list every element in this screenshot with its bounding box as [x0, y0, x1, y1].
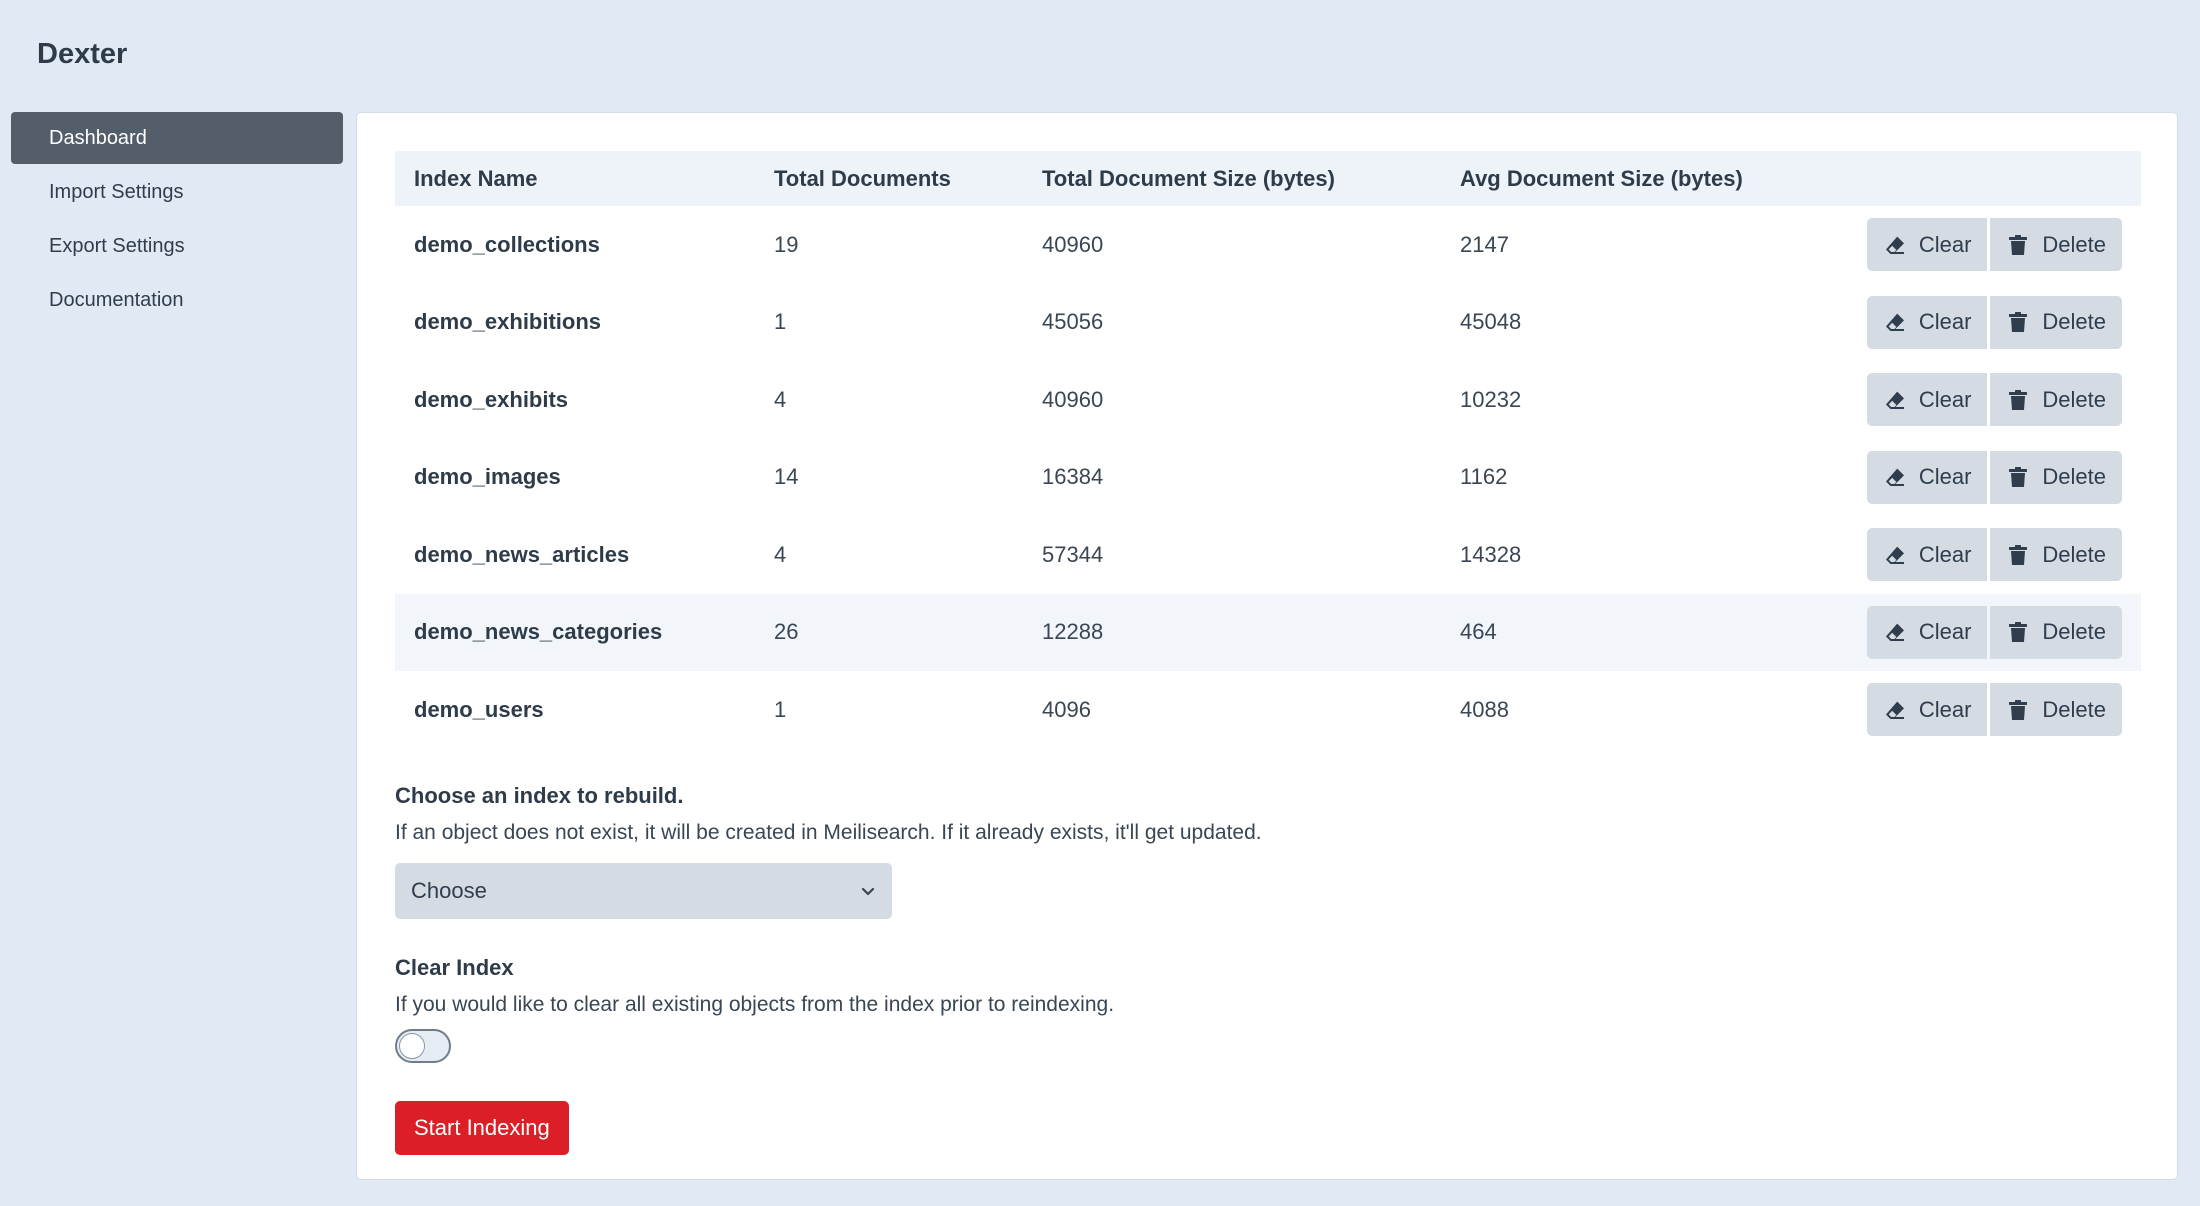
trash-icon — [2006, 465, 2030, 489]
cell-actions — [1841, 206, 2141, 284]
rebuild-label: Choose an index to rebuild. — [395, 783, 684, 808]
cell-avg-size: 464 — [1460, 619, 1497, 645]
clear-button[interactable] — [1867, 296, 1988, 349]
delete-button[interactable] — [1990, 683, 2122, 736]
delete-button[interactable] — [1990, 296, 2122, 349]
eraser-icon — [1883, 388, 1907, 412]
cell-avg-size: 2147 — [1460, 231, 1509, 257]
cell-total-size: 40960 — [1042, 231, 1104, 257]
cell-index-name: demo_news_categories — [414, 619, 663, 645]
clear-index-help-text: If you would like to clear all existing objects from the index prior to reindexing. — [395, 993, 1115, 1016]
table-row — [395, 594, 2141, 672]
cell-avg-size: 45048 — [1460, 309, 1522, 335]
table-row — [395, 284, 2141, 362]
table-header-row — [395, 151, 2141, 206]
cell-total-documents: 4 — [774, 386, 787, 412]
cell-index-name: demo_news_articles — [414, 541, 630, 567]
eraser-icon — [1883, 620, 1907, 644]
row-action-group — [1867, 218, 2122, 271]
table-row — [395, 439, 2141, 517]
clear-button[interactable] — [1867, 373, 1988, 426]
sidebar-item-label: Documentation — [49, 288, 184, 311]
column-header-avg-size: Avg Document Size (bytes) — [1460, 165, 1743, 191]
sidebar-item-label: Import Settings — [49, 180, 184, 203]
row-action-group — [1867, 373, 2122, 426]
table-row — [395, 671, 2141, 749]
trash-icon — [2006, 620, 2030, 644]
clear-button[interactable] — [1867, 528, 1988, 581]
cell-total-documents: 14 — [774, 464, 799, 490]
clear-button[interactable] — [1867, 683, 1988, 736]
cell-index-name: demo_images — [414, 464, 561, 490]
cell-total-size: 40960 — [1042, 386, 1104, 412]
sidebar-item-label: Export Settings — [49, 234, 185, 257]
sidebar-item-import-settings[interactable] — [11, 166, 343, 218]
cell-total-size: 16384 — [1042, 464, 1104, 490]
rebuild-help-text: If an object does not exist, it will be created in Meilisearch. If it already exists, it'll get updated. — [395, 821, 1262, 844]
row-action-group — [1867, 451, 2122, 504]
clear-index-label: Clear Index — [395, 955, 514, 980]
sidebar-item-label: Dashboard — [49, 126, 147, 149]
sidebar-item-export-settings[interactable] — [11, 220, 343, 272]
cell-total-size: 12288 — [1042, 619, 1104, 645]
cell-index-name: demo_exhibitions — [414, 309, 602, 335]
clear-button-label: Clear — [1918, 386, 1972, 412]
cell-actions — [1841, 284, 2141, 362]
delete-button-label: Delete — [2042, 386, 2106, 412]
sidebar-item-dashboard[interactable] — [11, 112, 343, 164]
trash-icon — [2006, 698, 2030, 722]
rebuild-form — [395, 783, 2095, 1155]
clear-button[interactable] — [1867, 218, 1988, 271]
delete-button-label: Delete — [2042, 464, 2106, 490]
sidebar — [11, 112, 343, 328]
eraser-icon — [1883, 465, 1907, 489]
delete-button[interactable] — [1990, 451, 2122, 504]
clear-button-label: Clear — [1918, 231, 1972, 257]
trash-icon — [2006, 310, 2030, 334]
cell-actions — [1841, 439, 2141, 517]
eraser-icon — [1883, 233, 1907, 257]
clear-button[interactable] — [1867, 606, 1988, 659]
cell-avg-size: 14328 — [1460, 541, 1522, 567]
index-select-value: Choose — [411, 878, 487, 903]
cell-index-name: demo_users — [414, 696, 544, 722]
clear-index-toggle[interactable] — [395, 1029, 451, 1063]
cell-total-size: 45056 — [1042, 309, 1104, 335]
cell-total-documents: 19 — [774, 231, 799, 257]
column-header-actions — [1841, 151, 2141, 206]
chevron-down-icon — [858, 881, 878, 901]
table-row — [395, 516, 2141, 594]
delete-button-label: Delete — [2042, 696, 2106, 722]
cell-actions — [1841, 594, 2141, 672]
index-table — [395, 151, 2141, 749]
delete-button-label: Delete — [2042, 541, 2106, 567]
eraser-icon — [1883, 543, 1907, 567]
table-row — [395, 361, 2141, 439]
cell-total-documents: 4 — [774, 541, 787, 567]
row-action-group — [1867, 606, 2122, 659]
app-title: Dexter — [37, 38, 128, 70]
delete-button[interactable] — [1990, 373, 2122, 426]
index-select[interactable] — [395, 863, 892, 919]
cell-avg-size: 1162 — [1460, 464, 1508, 490]
clear-button[interactable] — [1867, 451, 1988, 504]
clear-button-label: Clear — [1918, 541, 1972, 567]
clear-button-label: Clear — [1918, 309, 1972, 335]
cell-actions — [1841, 516, 2141, 594]
column-header-total-documents: Total Documents — [774, 165, 951, 191]
cell-avg-size: 10232 — [1460, 386, 1522, 412]
cell-total-documents: 26 — [774, 619, 799, 645]
cell-total-size: 57344 — [1042, 541, 1104, 567]
clear-button-label: Clear — [1918, 696, 1972, 722]
trash-icon — [2006, 388, 2030, 412]
cell-total-documents: 1 — [774, 696, 787, 722]
cell-index-name: demo_collections — [414, 231, 600, 257]
delete-button-label: Delete — [2042, 309, 2106, 335]
eraser-icon — [1883, 698, 1907, 722]
delete-button[interactable] — [1990, 218, 2122, 271]
clear-button-label: Clear — [1918, 464, 1972, 490]
main-panel — [356, 112, 2178, 1180]
toggle-knob — [399, 1033, 425, 1059]
cell-actions — [1841, 361, 2141, 439]
start-indexing-button[interactable]: Start Indexing — [395, 1101, 569, 1155]
cell-total-size: 4096 — [1042, 696, 1091, 722]
column-header-index-name: Index Name — [414, 165, 538, 191]
row-action-group — [1867, 296, 2122, 349]
eraser-icon — [1883, 310, 1907, 334]
cell-index-name: demo_exhibits — [414, 386, 569, 412]
delete-button[interactable] — [1990, 528, 2122, 581]
row-action-group — [1867, 528, 2122, 581]
table-row — [395, 206, 2141, 284]
trash-icon — [2006, 233, 2030, 257]
cell-avg-size: 4088 — [1460, 696, 1509, 722]
row-action-group — [1867, 683, 2122, 736]
cell-actions — [1841, 671, 2141, 749]
delete-button-label: Delete — [2042, 231, 2106, 257]
sidebar-item-documentation[interactable] — [11, 274, 343, 326]
delete-button-label: Delete — [2042, 619, 2106, 645]
delete-button[interactable] — [1990, 606, 2122, 659]
cell-total-documents: 1 — [774, 309, 787, 335]
clear-button-label: Clear — [1918, 619, 1972, 645]
column-header-total-size: Total Document Size (bytes) — [1042, 165, 1335, 191]
trash-icon — [2006, 543, 2030, 567]
